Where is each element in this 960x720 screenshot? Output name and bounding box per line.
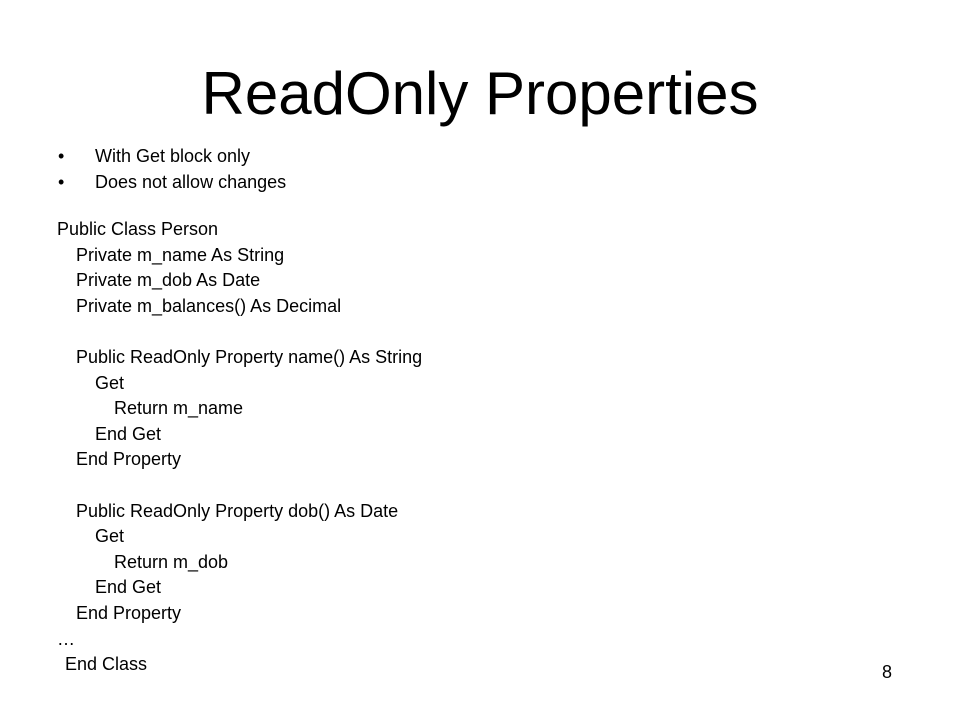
code-line: … xyxy=(57,628,75,649)
code-line: Public Class Person xyxy=(57,219,219,239)
code-line: Return m_name xyxy=(114,398,244,419)
code-line: Public ReadOnly Property name() As String xyxy=(76,346,423,367)
bullet-text: With Get block only xyxy=(95,146,251,166)
code-line: End Get xyxy=(95,577,162,598)
bullet-marker: • xyxy=(58,146,65,166)
bullet-text: Does not allow changes xyxy=(95,171,287,192)
code-line xyxy=(57,473,422,499)
code-line: Get xyxy=(95,526,125,547)
code-line: End Class xyxy=(65,654,148,675)
code-line: Private m_dob As Date xyxy=(76,270,261,291)
code-line: Public ReadOnly Property dob() As Date xyxy=(76,500,399,521)
code-block xyxy=(57,217,422,678)
code-line: Private m_balances() As Decimal xyxy=(76,295,342,316)
code-line: End Property xyxy=(76,602,182,623)
page-number: 8 xyxy=(882,662,893,682)
slide-title: ReadOnly Properties xyxy=(201,60,759,127)
code-line: End Get xyxy=(95,423,162,444)
bullet-marker: • xyxy=(58,171,65,192)
code-line: Get xyxy=(95,372,125,393)
code-line xyxy=(57,319,422,345)
code-line: End Property xyxy=(76,449,182,470)
code-line: Return m_dob xyxy=(114,551,229,572)
code-line: Private m_name As String xyxy=(76,244,285,265)
